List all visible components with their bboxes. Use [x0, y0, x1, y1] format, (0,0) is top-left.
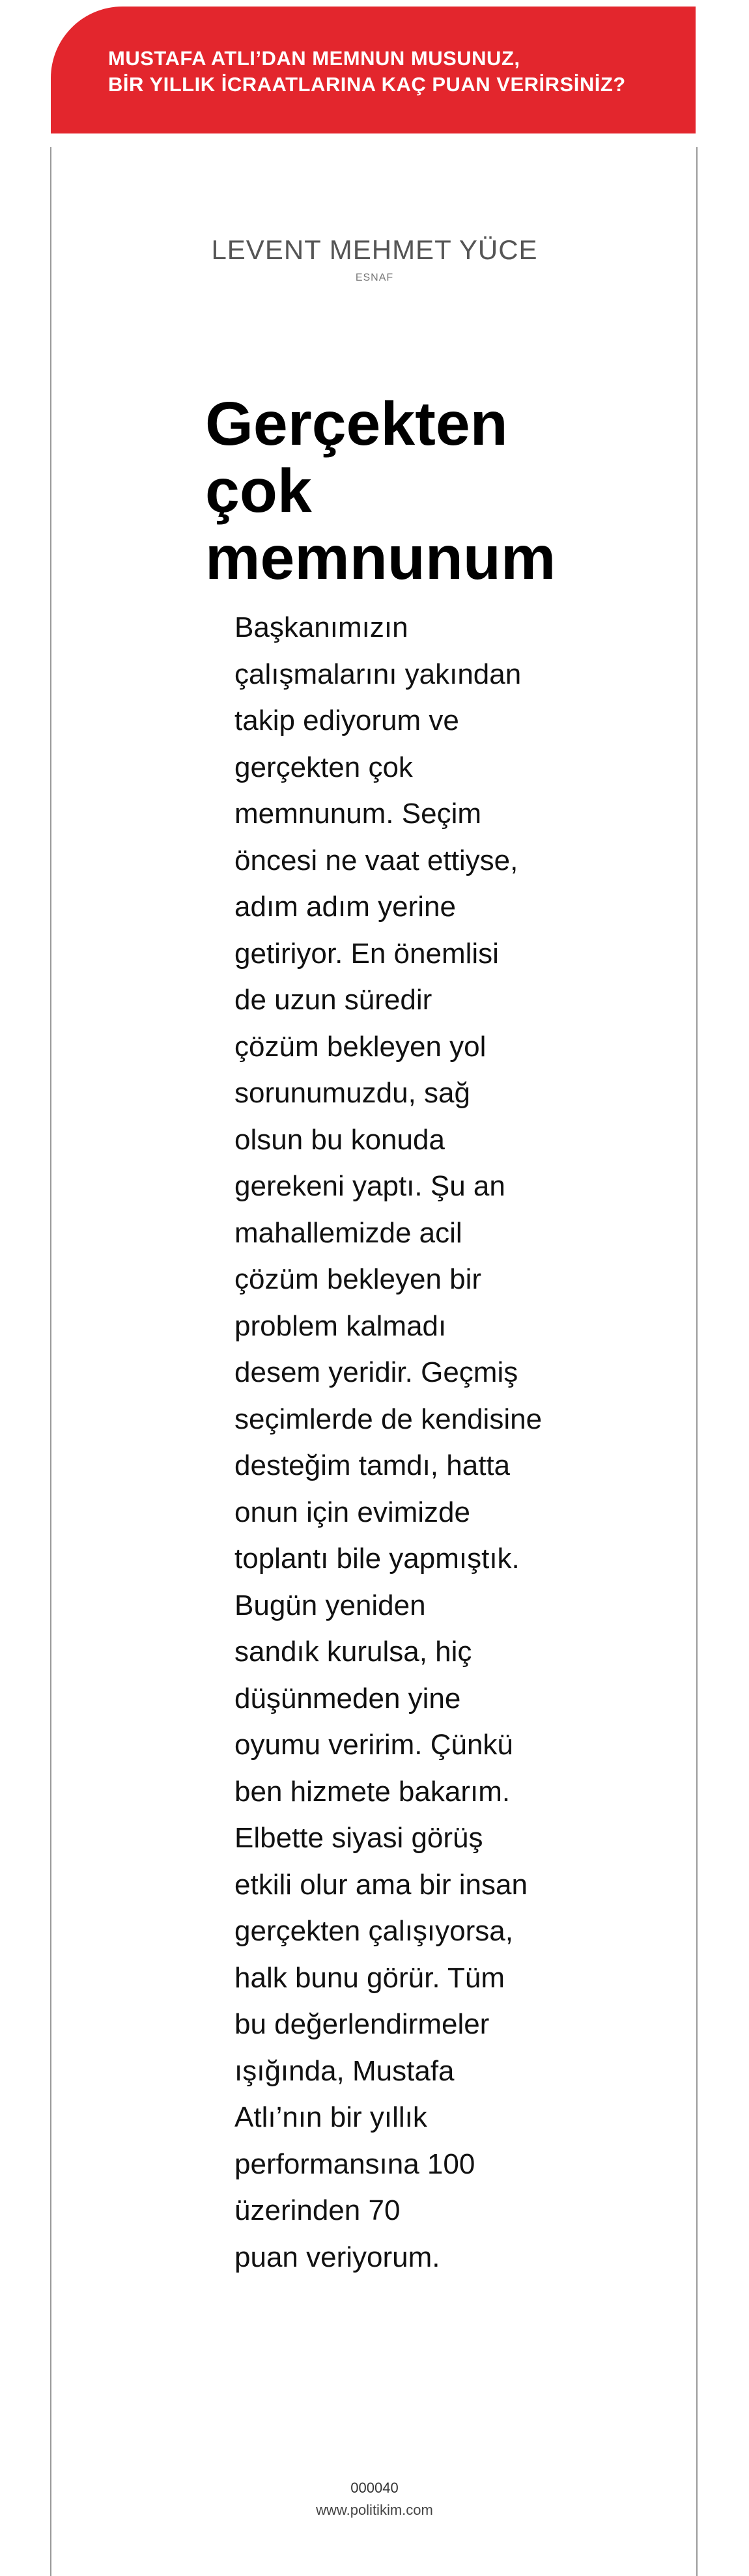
- body-line: Atlı’nın bir yıllık: [234, 2101, 427, 2133]
- body-line: üzerinden 70: [234, 2194, 401, 2226]
- body-line: Bugün yeniden: [234, 1589, 426, 1621]
- body-line: getiriyor. En önemlisi: [234, 937, 499, 970]
- body-line: gerçekten çok: [234, 751, 413, 783]
- body-line: toplantı bile yapmıştık.: [234, 1543, 520, 1575]
- banner-question-line-1: MUSTAFA ATLI’DAN MEMNUN MUSUNUZ,: [108, 47, 520, 70]
- body-line: halk bunu görür. Tüm: [234, 1961, 505, 1994]
- body-line: ben hizmete bakarım.: [234, 1775, 511, 1808]
- body-line: de uzun süredir: [234, 984, 432, 1016]
- body-line: seçimlerde de kendisine: [234, 1403, 543, 1435]
- headline-line: memnunum: [205, 524, 556, 593]
- body-line: öncesi ne vaat ettiyse,: [234, 844, 518, 876]
- body-line: etkili olur ama bir insan: [234, 1868, 528, 1901]
- person-role: ESNAF: [355, 272, 394, 283]
- body-line: desem yeridir. Geçmiş: [234, 1356, 518, 1388]
- body-line: performansına 100: [234, 2148, 475, 2180]
- body-line: çalışmalarını yakından: [234, 658, 522, 690]
- body-line: puan veriyorum.: [234, 2241, 440, 2273]
- body-line: olsun bu konuda: [234, 1123, 445, 1156]
- body-line: mahallemizde acil: [234, 1216, 462, 1249]
- headline-line: çok: [205, 456, 312, 525]
- body-line: çözüm bekleyen yol: [234, 1030, 487, 1063]
- body-line: oyumu veririm. Çünkü: [234, 1729, 513, 1761]
- body-line: sandık kurulsa, hiç: [234, 1636, 472, 1668]
- body-line: Elbette siyasi görüş: [234, 1822, 483, 1854]
- article-body: [234, 604, 560, 2280]
- footer-url: www.politikim.com: [316, 2502, 433, 2518]
- person-name: LEVENT MEHMET YÜCE: [211, 234, 538, 265]
- body-line: memnunum. Seçim: [234, 798, 482, 830]
- body-line: problem kalmadı: [234, 1309, 447, 1342]
- body-line: onun için evimizde: [234, 1496, 470, 1528]
- header-banner: [51, 7, 696, 133]
- body-line: düşünmeden yine: [234, 1682, 461, 1715]
- footer-code: 000040: [350, 2480, 399, 2496]
- body-line: Başkanımızın: [234, 611, 408, 643]
- body-line: adım adım yerine: [234, 891, 456, 923]
- body-line: gerçekten çalışıyorsa,: [234, 1915, 513, 1947]
- body-line: takip ediyorum ve: [234, 705, 459, 736]
- banner-question-line-2: BİR YILLIK İCRAATLARINA KAÇ PUAN VERİRSİNİZ?: [108, 73, 626, 96]
- body-line: çözüm bekleyen bir: [234, 1263, 482, 1295]
- body-line: ışığında, Mustafa: [234, 2054, 455, 2087]
- body-line: gerekeni yaptı. Şu an: [234, 1170, 505, 1202]
- body-line: bu değerlendirmeler: [234, 2008, 490, 2040]
- article-headline: [205, 391, 570, 592]
- headline-line: Gerçekten: [205, 389, 508, 458]
- body-line: sorunumuzdu, sağ: [234, 1077, 470, 1109]
- body-line: desteğim tamdı, hatta: [234, 1449, 511, 1481]
